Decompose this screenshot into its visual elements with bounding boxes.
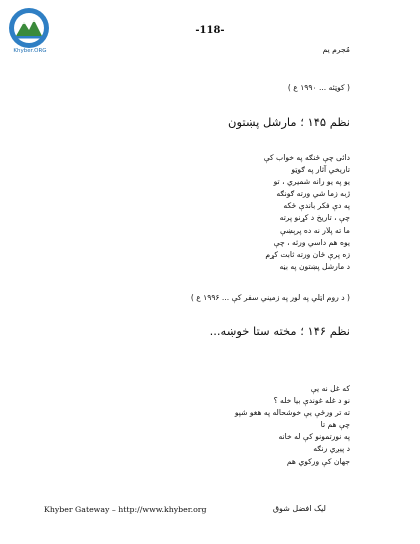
intro-date: ( کوټئه ... ۱۹۹۰ ع )	[287, 83, 350, 92]
poem-line: چې ، تاریخ د کړنو پرته	[279, 213, 350, 223]
poem-line: د مارشل پښتون په بڼه	[279, 261, 350, 271]
poem-line: ژبه زما شي ورته ګونګه	[276, 189, 350, 199]
poem-line: په نورتمونو کې له خانه	[278, 432, 350, 442]
poem-145-body	[264, 152, 350, 273]
poem-line: زه پرې ځان ورته ثابت کړم	[265, 249, 350, 259]
poem-145-title: نظم ۱۴۵ ؛ مارشل پښتون	[228, 115, 350, 129]
poem-line: په دې فکر باندې ځکه	[283, 201, 350, 211]
poem-line: دائی چې ځنګه په خواب کې	[263, 153, 350, 162]
poem-line: چې هم تا	[320, 420, 350, 430]
poem-line: د پیږي رنګه	[313, 444, 350, 454]
poem-line: ته تر ورځې یې خوشحاله په هغو شپو	[234, 408, 350, 418]
logo-caption: Khyber.ORG	[13, 48, 47, 54]
poem-146-title: نظم ۱۴۶ ؛ مخته ستا خوښه...	[209, 324, 350, 338]
poem-line: ما ته پلار نه ده پرېښې	[279, 225, 350, 235]
poem-145-date: ( د روم اټلي په لور په زمیني سفر کې ... ۱۹۹۶ ع )	[190, 293, 350, 302]
footer-author: لیک افضل شوق	[272, 504, 326, 513]
poem-line: یو په یو رانه شمیري ، تو	[273, 177, 350, 187]
poem-line: که غل نه یې	[310, 384, 350, 393]
poem-line: جهان کې ورکوي هم	[286, 456, 350, 466]
footer-source-link[interactable]: Khyber Gateway – http://www.khyber.org	[44, 505, 207, 514]
poem-line: یوه هم داسي ورثه ، چې	[273, 237, 350, 247]
page-number: -118-	[195, 25, 225, 36]
poem-146-body	[235, 383, 350, 468]
poem-line: نو د غله غوندې بیا خله ؟	[273, 396, 350, 406]
intro-line: مُجرم یم	[322, 45, 350, 54]
poem-line: تاریخي آثار په ګوټو	[291, 165, 350, 175]
